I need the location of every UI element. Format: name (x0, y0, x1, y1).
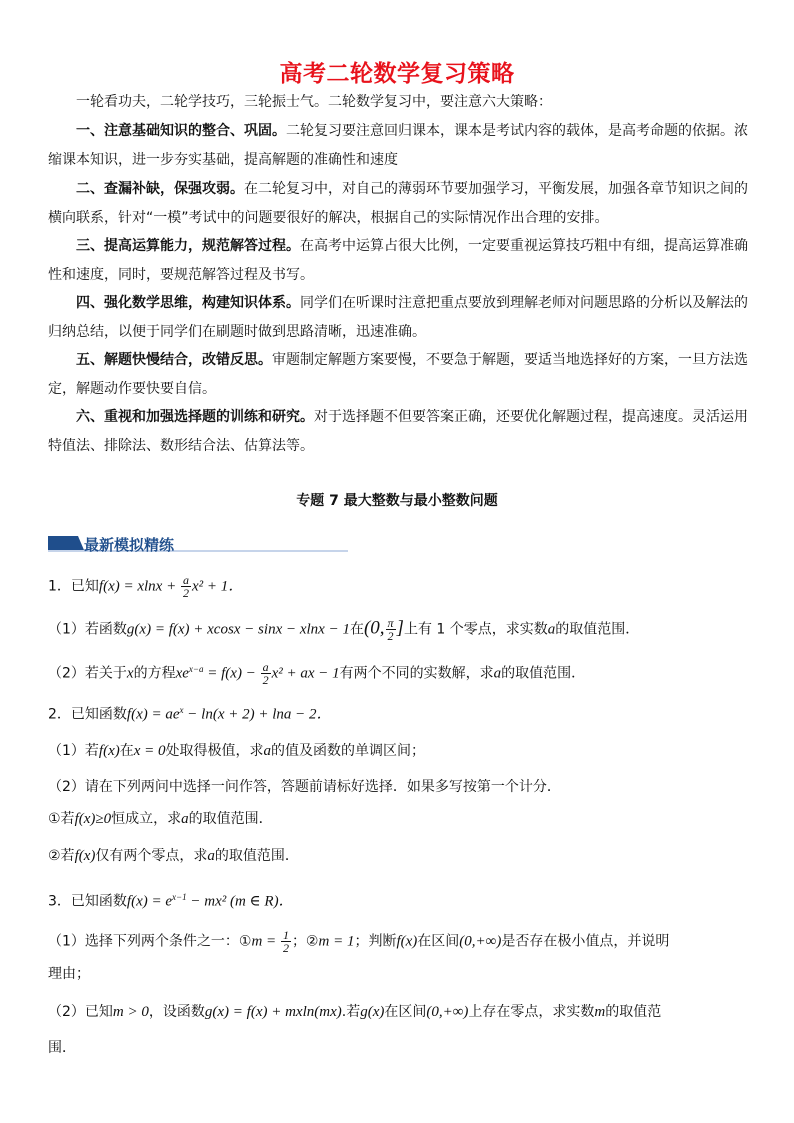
fraction: $\frac{1}{2}$ (282, 928, 289, 955)
strategy-6-head: 六、重视和加强选择题的训练和研究。 (76, 409, 314, 425)
question-2-option-2: ②若f(x)仅有两个零点，求a的取值范围． (48, 848, 299, 864)
question-1: 1．已知f(x) = xlnx + $\frac{a}{2}$ x² + 1． (48, 573, 244, 600)
strategy-3 (48, 232, 748, 290)
fraction: $\frac{\pi}{2}$ (387, 616, 394, 643)
strategy-1-body: 二轮复习要注意回归课本，课本是考试内容的载体，是高考命题的依据。浓缩课本知识，进一步夯实基础，提高解题的准确性和速度 (48, 123, 748, 168)
fraction: $\frac{a}{2}$ (262, 660, 269, 688)
strategy-5-head: 五、解题快慢结合，改错反思。 (76, 352, 272, 368)
strategy-6 (48, 403, 748, 461)
strategy-1-head: 一、注意基础知识的整合、巩固。 (76, 123, 286, 139)
strategy-5-body: 审题制定解题方案要慢，不要急于解题，要适当地选择好的方案，一旦方法选定，解题动作要快要自信。 (48, 352, 748, 397)
question-2-part-2: （2）请在下列两问中选择一问作答，答题前请标好选择．如果多写按第一个计分． (48, 779, 561, 795)
fraction: $\frac{a}{2}$ (182, 573, 189, 600)
topic-heading: 专题 7 最大整数与最小整数问题 (296, 493, 498, 509)
strategy-3-body: 在高考中运算占很大比例，一定要重视运算技巧粗中有细，提高运算准确性和速度，同时，要规范解答过程及书写。 (48, 238, 748, 283)
question-3-part-2: （2）已知m > 0，设函数g(x) = f(x) + mxln(mx).若g(x)在区间(0,+∞)上存在零点，求实数m的取值范 (48, 1004, 662, 1020)
question-1-part-2: （2）若关于x的方程$xe^{x-a} = f(x)$ − $\frac{a}{2}$ x² + ax − 1有两个不同的实数解，求a的取值范围． (48, 660, 586, 688)
question-1-part-1: （1）若函数g(x) = f(x) + xcosx − sinx − xlnx − 1在(0, $\frac{\pi}{2}$ ]上有 1 个零点，求实数a的取值范围． (48, 616, 640, 643)
strategy-6-body: 对于选择题不但要答案正确，还要优化解题过程，提高速度。灵活运用特值法、排除法、数形结合法、估算法等。 (48, 409, 748, 454)
question-3-part-1: （1）选择下列两个条件之一：①m = $\frac{1}{2}$ ；②m = 1；判断f(x)在区间(0,+∞)是否存在极小值点，并说明 (48, 928, 670, 955)
question-3-part-1-cont: 理由； (48, 966, 90, 982)
banner-label: 最新模拟精练 (84, 536, 175, 554)
strategy-2-head: 二、查漏补缺，保强攻弱。 (76, 181, 244, 197)
strategy-4-body: 同学们在听课时注意把重点要放到理解老师对问题思路的分析以及解法的归纳总结，以便于同学们在刷题时做到思路清晰，迅速准确。 (48, 295, 748, 340)
intro-paragraph: 一轮看功夫，二轮学技巧，三轮振士气。二轮数学复习中，要注意六大策略： (76, 94, 552, 110)
strategy-2 (48, 175, 748, 233)
strategy-4-head: 四、强化数学思维，构建知识体系。 (76, 295, 300, 311)
strategy-4 (48, 289, 748, 347)
strategy-3-head: 三、提高运算能力，规范解答过程。 (76, 238, 300, 254)
question-2-option-1: ①若f(x)≥0恒成立，求a的取值范围． (48, 811, 273, 827)
question-3-part-2-cont: 围． (48, 1040, 76, 1056)
section-banner (48, 532, 348, 556)
strategy-1 (48, 117, 748, 175)
question-2-part-1: （1）若f(x)在x = 0处取得极值，求a的值及函数的单调区间； (48, 743, 426, 759)
question-3: 3．已知函数$f(x) = e^{x-1} - mx^2$ (m ∈ R)． (48, 892, 294, 910)
strategy-2-body: 在二轮复习中，对自己的薄弱环节要加强学习，平衡发展，加强各章节知识之间的横向联系，针对“一模”考试中的问题要很好的解决，根据自己的实际情况作出合理的安排。 (48, 181, 748, 226)
question-2: 2．已知函数$f(x) = ae^x - \ln(x + 2) + \ln a - 2$． (48, 705, 332, 723)
strategy-5 (48, 346, 748, 404)
page-title: 高考二轮数学复习策略 (279, 61, 515, 87)
